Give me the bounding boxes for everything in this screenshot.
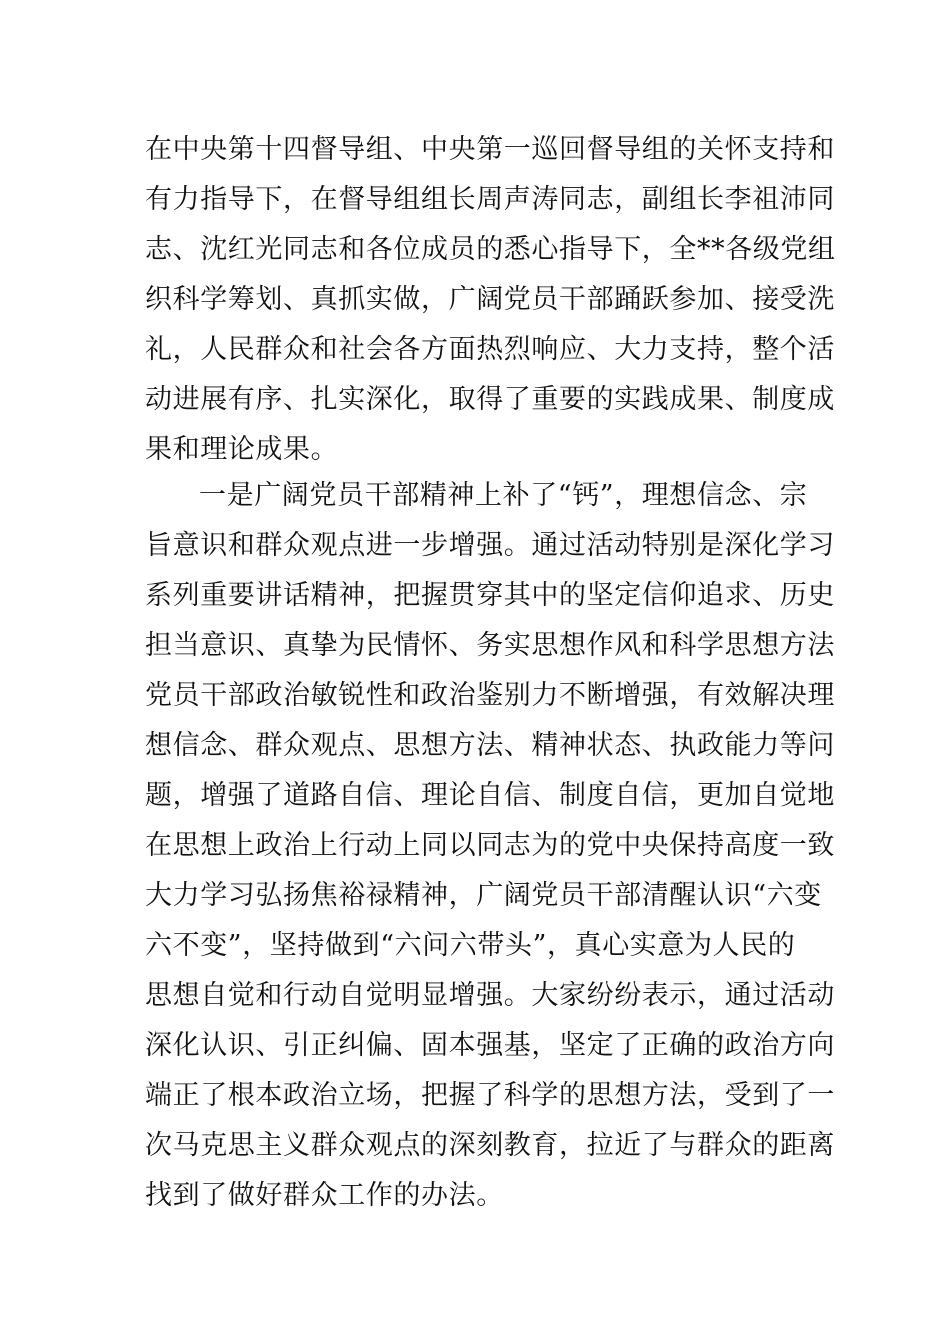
- paragraph-line: 次马克思主义群众观点的深刻教育，拉近了与群众的距离: [145, 1130, 835, 1161]
- paragraph-line: 织科学筹划、真抓实做，广阔党员干部踊跃参加、接受洗: [145, 284, 835, 315]
- paragraph-line: 动进展有序、扎实深化，取得了重要的实践成果、制度成: [145, 384, 835, 415]
- paragraph-line: 找到了做好群众工作的办法。: [145, 1180, 504, 1211]
- paragraph-line: 有力指导下，在督导组组长周声涛同志，副组长李祖沛同: [145, 184, 835, 215]
- paragraph-line: 大力学习弘扬焦裕禄精神，广阔党员干部清醒认识“六变: [145, 880, 822, 911]
- paragraph-line: 志、沈红光同志和各位成员的悉心指导下，全**各级党组: [145, 234, 836, 265]
- paragraph-line: 题，增强了道路自信、理论自信、制度自信，更加自觉地: [145, 780, 835, 811]
- paragraph-line: 六不变”，坚持做到“六问六带头”，真心实意为人民的: [145, 930, 796, 961]
- paragraph-line: 旨意识和群众观点进一步增强。通过活动特别是深化学习: [145, 530, 835, 561]
- paragraph-line: 党员干部政治敏锐性和政治鉴别力不断增强，有效解决理: [145, 680, 835, 711]
- paragraph-line: 深化认识、引正纠偏、固本强基，坚定了正确的政治方向: [145, 1030, 835, 1061]
- paragraph-line: 系列重要讲话精神，把握贯穿其中的坚定信仰追求、历史: [145, 580, 835, 611]
- paragraph-line: 一是广阔党员干部精神上补了“钙”，理想信念、宗: [199, 480, 808, 511]
- paragraph-line: 想信念、群众观点、思想方法、精神状态、执政能力等问: [145, 730, 835, 761]
- paragraph-line: 在思想上政治上行动上同以同志为的党中央保持高度一致: [145, 830, 835, 861]
- paragraph-line: 思想自觉和行动自觉明显增强。大家纷纷表示，通过活动: [145, 980, 835, 1011]
- paragraph-line: 礼，人民群众和社会各方面热烈响应、大力支持，整个活: [145, 334, 835, 365]
- paragraph-line: 在中央第十四督导组、中央第一巡回督导组的关怀支持和: [145, 134, 835, 165]
- paragraph-line: 担当意识、真挚为民情怀、务实思想作风和科学思想方法: [145, 630, 835, 661]
- paragraph-line: 果和理论成果。: [145, 434, 339, 465]
- paragraph-line: 端正了根本政治立场，把握了科学的思想方法，受到了一: [145, 1080, 835, 1111]
